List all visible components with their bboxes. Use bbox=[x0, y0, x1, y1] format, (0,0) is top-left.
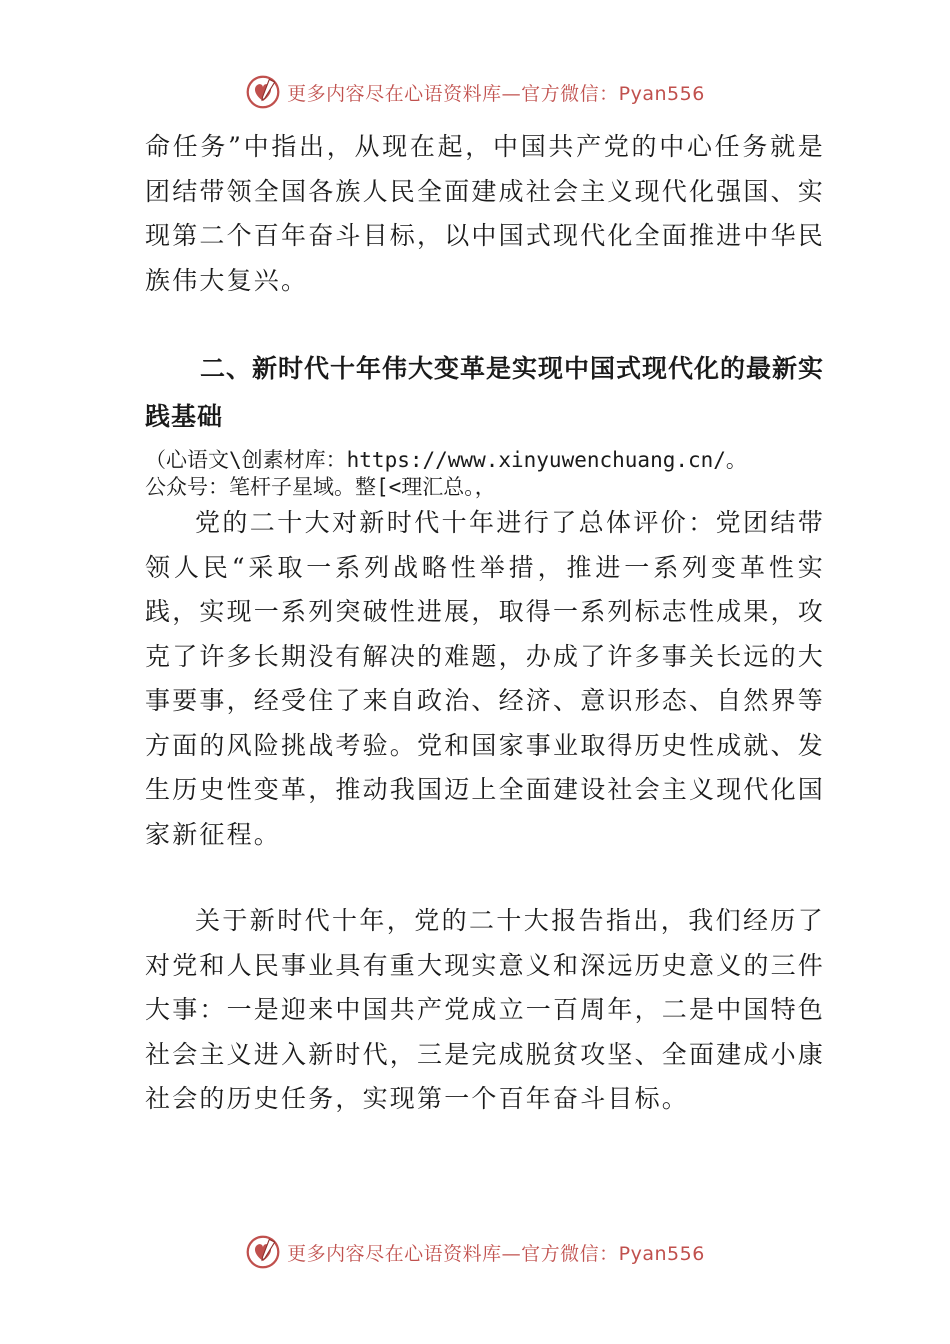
paragraph-continued: 命任务”中指出，从现在起，中国共产党的中心任务就是团结带领全国各族人民全面建成社会主义现代化强国、实现第二个百年奋斗目标，以中国式现代化全面推进中华民族伟大复兴。 bbox=[145, 132, 826, 295]
source-note-line1: （心语文\创素材库：https://www.xinyuwenchuang.cn/。 bbox=[145, 448, 747, 472]
banner-text bbox=[287, 79, 705, 106]
banner-wechat-id: Pyan556 bbox=[618, 1242, 705, 1265]
source-note-line2: 公众号：笔杆子星域。整[<理汇总。， bbox=[145, 475, 496, 499]
paragraph-evaluation: 党的二十大对新时代十年进行了总体评价：党团结带领人民“采取一系列战略性举措，推进一系列变革性实践，实现一系列突破性进展，取得一系列标志性成果，攻克了许多长期没有解决的难题，办成了许多事关长远的大事要事，经受住了来自政治、经济、意识形态、自然界等方面的风险挑战考验。党和国家事业取得历史性成就、发生历史性变革，推动我国迈上全面建设社会主义现代化国家新征程。 bbox=[145, 508, 826, 849]
banner-text bbox=[287, 1239, 705, 1266]
banner-wechat-id: Pyan556 bbox=[618, 82, 705, 105]
heart-pen-logo-icon bbox=[245, 1234, 281, 1270]
heart-pen-logo-icon bbox=[245, 74, 281, 110]
footer-banner bbox=[0, 1232, 950, 1272]
source-note bbox=[145, 447, 825, 501]
banner-text-cn: 更多内容尽在心语资料库—官方微信： bbox=[287, 82, 619, 105]
section-heading: 二、新时代十年伟大变革是实现中国式现代化的最新实践基础 bbox=[145, 354, 825, 431]
paragraph-three-events: 关于新时代十年，党的二十大报告指出，我们经历了对党和人民事业具有重大现实意义和深远历史意义的三件大事：一是迎来中国共产党成立一百周年，二是中国特色社会主义进入新时代，三是完成脱贫攻坚、全面建成小康社会的历史任务，实现第一个百年奋斗目标。 bbox=[145, 906, 826, 1113]
header-banner bbox=[0, 72, 950, 112]
banner-text-cn: 更多内容尽在心语资料库—官方微信： bbox=[287, 1242, 619, 1265]
document-body bbox=[145, 125, 825, 1122]
